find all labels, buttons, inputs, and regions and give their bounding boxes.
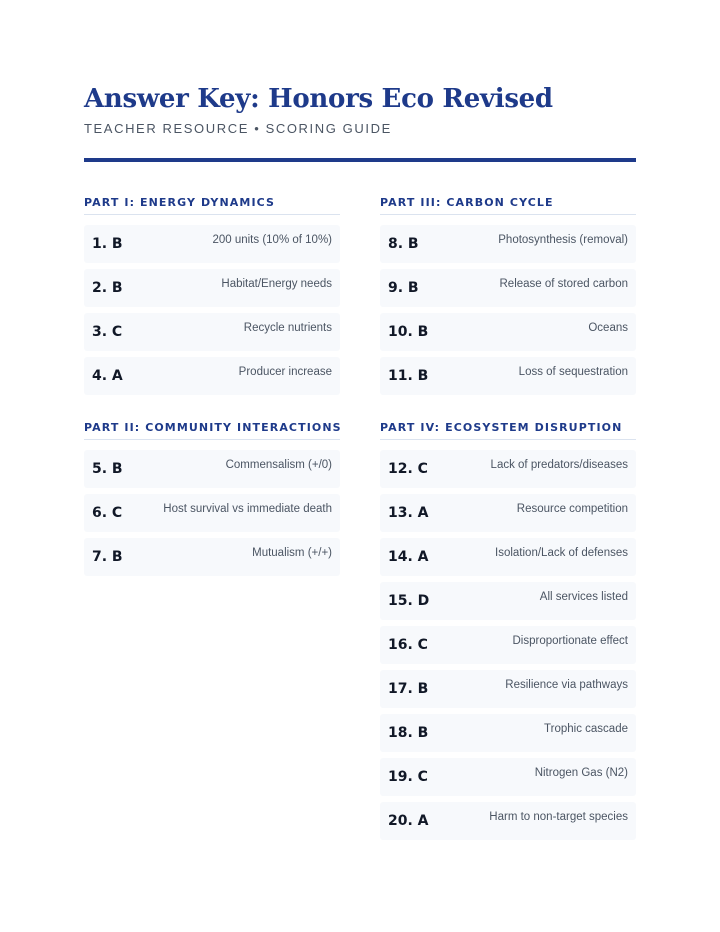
answer-question: 14. A <box>388 549 429 565</box>
answer-question: 16. C <box>388 637 428 653</box>
answer-question: 4. A <box>92 368 123 384</box>
answer-question: 15. D <box>388 593 430 609</box>
answer-explanation: All services listed <box>539 591 628 603</box>
answer-question: 5. B <box>92 461 123 477</box>
answer-question: 10. B <box>388 324 429 340</box>
answer-question: 2. B <box>92 280 123 296</box>
answer-explanation: Host survival vs immediate death <box>163 503 332 515</box>
answer-item <box>380 582 636 620</box>
answer-question: 8. B <box>388 236 419 252</box>
answer-item <box>84 225 340 263</box>
answer-item <box>84 494 340 532</box>
answer-item <box>84 357 340 395</box>
answer-item <box>380 538 636 576</box>
answer-explanation: Lack of predators/diseases <box>490 459 628 471</box>
answer-explanation: Photosynthesis (removal) <box>498 234 628 246</box>
section-part-4 <box>380 421 636 840</box>
answer-question: 20. A <box>388 813 429 829</box>
answer-explanation: Harm to non-target species <box>489 811 628 823</box>
answer-question: 19. C <box>388 769 428 785</box>
right-column <box>380 196 636 846</box>
answer-item <box>84 538 340 576</box>
answer-item <box>380 758 636 796</box>
answer-item <box>84 450 340 488</box>
answer-question: 18. B <box>388 725 429 741</box>
answer-question: 7. B <box>92 549 123 565</box>
answer-question: 9. B <box>388 280 419 296</box>
page-title: Answer Key: Honors Eco Revised <box>84 84 553 114</box>
left-column <box>84 196 340 582</box>
answer-explanation: Mutualism (+/+) <box>252 547 332 559</box>
answer-question: 6. C <box>92 505 123 521</box>
answer-explanation: Resource competition <box>516 503 628 515</box>
page-subtitle: TEACHER RESOURCE • SCORING GUIDE <box>84 121 392 136</box>
answer-item <box>84 313 340 351</box>
answer-item <box>380 670 636 708</box>
section-part-2 <box>84 421 340 576</box>
answer-item <box>380 802 636 840</box>
answer-question: 3. C <box>92 324 123 340</box>
answer-explanation: Resilience via pathways <box>505 679 628 691</box>
header-divider <box>84 158 636 162</box>
answer-explanation: Oceans <box>588 322 628 334</box>
answer-explanation: Release of stored carbon <box>499 278 628 290</box>
answer-item <box>380 494 636 532</box>
answer-item <box>84 269 340 307</box>
answer-explanation: Habitat/Energy needs <box>221 278 332 290</box>
answer-item <box>380 626 636 664</box>
section-heading: PART II: COMMUNITY INTERACTIONS <box>84 421 340 440</box>
answer-question: 13. A <box>388 505 429 521</box>
section-part-1 <box>84 196 340 395</box>
answer-explanation: Commensalism (+/0) <box>225 459 332 471</box>
section-heading: PART I: ENERGY DYNAMICS <box>84 196 340 215</box>
answer-item <box>380 450 636 488</box>
section-heading: PART III: CARBON CYCLE <box>380 196 636 215</box>
answer-explanation: Trophic cascade <box>544 723 628 735</box>
answer-item <box>380 313 636 351</box>
answer-explanation: Nitrogen Gas (N2) <box>534 767 628 779</box>
section-heading: PART IV: ECOSYSTEM DISRUPTION <box>380 421 636 440</box>
answer-question: 17. B <box>388 681 429 697</box>
answer-explanation: Isolation/Lack of defenses <box>495 547 628 559</box>
answer-item <box>380 269 636 307</box>
answer-item <box>380 357 636 395</box>
answer-explanation: Loss of sequestration <box>518 366 628 378</box>
answer-explanation: Disproportionate effect <box>512 635 628 647</box>
answer-question: 1. B <box>92 236 123 252</box>
answer-item <box>380 225 636 263</box>
answer-question: 11. B <box>388 368 429 384</box>
answer-question: 12. C <box>388 461 428 477</box>
answer-item <box>380 714 636 752</box>
section-part-3 <box>380 196 636 395</box>
answer-explanation: 200 units (10% of 10%) <box>212 234 332 246</box>
answer-explanation: Recycle nutrients <box>243 322 332 334</box>
answer-explanation: Producer increase <box>238 366 332 378</box>
